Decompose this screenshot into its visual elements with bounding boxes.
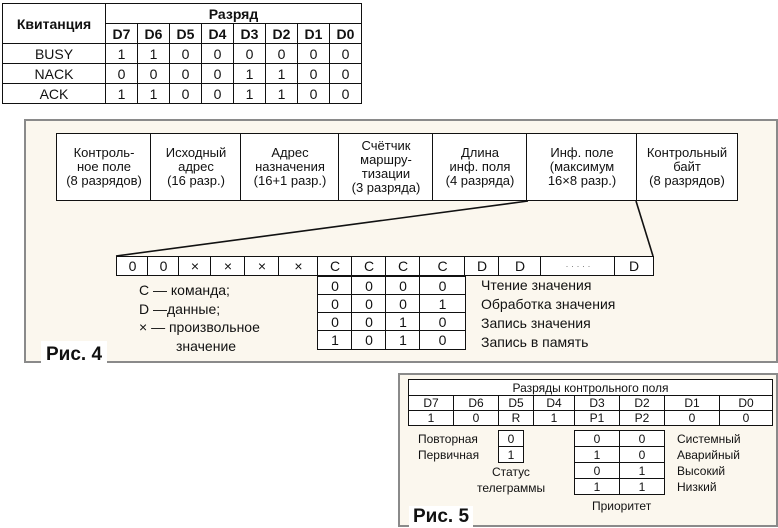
table1-cell: 0: [138, 64, 170, 84]
packet-field-text: Инф. поле: [550, 145, 614, 160]
packet-field-text: (8 разрядов): [66, 173, 142, 188]
packet-field-text: (8 разрядов): [649, 173, 725, 188]
fig5-value: 1: [408, 410, 454, 426]
priority-p2: 1: [619, 462, 665, 479]
table1-cell: 0: [170, 44, 202, 64]
packet-field-text: Контрольный: [646, 145, 728, 160]
table1-cell: 0: [298, 44, 330, 64]
packet-field-text: 16×8 разр.): [547, 173, 617, 188]
bit-cell: C: [419, 256, 466, 276]
bit-cell: C: [317, 256, 353, 276]
table1-cell: 0: [330, 84, 362, 104]
fig5-bit-header: D6: [453, 395, 499, 411]
code-bit: 0: [351, 330, 387, 350]
priority-p2: 0: [619, 430, 665, 447]
legend-arbitrary: × — произвольное: [139, 319, 260, 335]
packet-field-text: ное поле: [76, 159, 132, 174]
packet-field-text: (4 разряда): [445, 173, 515, 188]
table1-row-name: NACK: [3, 64, 106, 84]
table1-cell: 0: [298, 84, 330, 104]
code-label-process: Обработка значения: [481, 296, 616, 312]
status-caption-line1: Статус: [492, 465, 530, 479]
table1-cell: 1: [138, 44, 170, 64]
code-bit: 0: [351, 312, 387, 332]
bit-cell: C: [351, 256, 387, 276]
bit-cell: ×: [210, 256, 246, 276]
table1-cell: 0: [330, 64, 362, 84]
legend-command: С — команда;: [139, 282, 230, 298]
table1-cell: 1: [266, 64, 298, 84]
figure5-caption: Рис. 5: [409, 506, 473, 528]
code-bit: 0: [317, 312, 353, 332]
table1-bit-header: D0: [330, 24, 362, 44]
status-value: 0: [498, 430, 524, 447]
priority-p2: 0: [619, 446, 665, 463]
table1-cell: 0: [330, 44, 362, 64]
packet-field-text: Адрес: [271, 145, 309, 160]
table1-cell: 1: [234, 84, 266, 104]
fig5-bit-header: D5: [498, 395, 534, 411]
bit-cell: 0: [116, 256, 149, 276]
fig5-value: 0: [719, 410, 773, 426]
packet-field-text: (16 разр.): [167, 173, 225, 188]
table1-cell: 0: [170, 84, 202, 104]
code-label-write: Запись значения: [481, 315, 591, 331]
fig5-value: P2: [619, 410, 665, 426]
fig5-bit-header: D0: [719, 395, 773, 411]
fig5-value: 1: [533, 410, 575, 426]
packet-field-text: (16+1 разр.): [253, 173, 327, 188]
table1-bit-header: D4: [202, 24, 234, 44]
priority-label-emergency: Аварийный: [677, 448, 740, 462]
fig5-bit-header: D7: [408, 395, 454, 411]
table1-group-header: Разряд: [106, 4, 362, 24]
code-bit: 0: [351, 276, 387, 296]
table1-cell: 1: [106, 84, 138, 104]
packet-field-text: адрес: [178, 159, 214, 174]
bit-cell: D: [464, 256, 500, 276]
table1-corner-header: Квитанция: [3, 4, 106, 44]
table1-bit-header: D1: [298, 24, 330, 44]
priority-label-system: Системный: [677, 432, 741, 446]
table1-bit-header: D5: [170, 24, 202, 44]
code-bit: 0: [419, 330, 466, 350]
priority-p1: 0: [574, 462, 620, 479]
packet-field-text: назначения: [255, 159, 325, 174]
table1-cell: 0: [202, 84, 234, 104]
fig5-title: Разряды контрольного поля: [408, 379, 773, 396]
packet-field-text: (максимум: [549, 159, 615, 174]
bit-cell: 0: [147, 256, 180, 276]
priority-label-low: Низкий: [677, 480, 717, 494]
table1-cell: 0: [202, 44, 234, 64]
bit-cell: ×: [178, 256, 212, 276]
code-bit: 1: [385, 312, 421, 332]
bit-cell: D: [498, 256, 542, 276]
table1-cell: 0: [266, 44, 298, 64]
packet-field-text: маршру-: [360, 152, 412, 167]
table1-cell: 0: [170, 64, 202, 84]
status-caption-line2: телеграммы: [477, 481, 546, 495]
table1-cell: 1: [138, 84, 170, 104]
table1-cell: 1: [266, 84, 298, 104]
priority-p1: 1: [574, 478, 620, 495]
code-label-read: Чтение значения: [481, 277, 592, 293]
table1-bit-header: D3: [234, 24, 266, 44]
priority-p1: 0: [574, 430, 620, 447]
table1-bit-header: D2: [266, 24, 298, 44]
figure4-caption: Рис. 4: [41, 341, 107, 366]
code-label-write-memory: Запись в память: [481, 334, 589, 350]
table1-cell: 0: [298, 64, 330, 84]
fig5-bit-header: D2: [619, 395, 665, 411]
bit-cell: ×: [244, 256, 280, 276]
code-bit: 0: [419, 276, 466, 296]
table1-cell: 0: [234, 44, 266, 64]
code-bit: 0: [317, 294, 353, 314]
fig5-bit-header: D1: [664, 395, 720, 411]
priority-label-high: Высокий: [677, 464, 726, 478]
fig5-value: P1: [574, 410, 620, 426]
legend-data: D —данные;: [139, 301, 221, 317]
table1-cell: 1: [234, 64, 266, 84]
status-value: 1: [498, 446, 524, 463]
table1-bit-header: D6: [138, 24, 170, 44]
fig5-value: 0: [664, 410, 720, 426]
packet-field-text: байт: [673, 159, 701, 174]
code-bit: 1: [385, 330, 421, 350]
table1-row-name: BUSY: [3, 44, 106, 64]
priority-p2: 1: [619, 478, 665, 495]
packet-field-text: Контроль-: [73, 145, 135, 160]
fig5-value: 0: [453, 410, 499, 426]
packet-field-text: тизации: [361, 166, 411, 181]
priority-caption: Приоритет: [592, 499, 652, 513]
code-bit: 0: [317, 276, 353, 296]
bit-cell-ellipsis: · · · · ·: [540, 256, 616, 276]
code-bit: 0: [351, 294, 387, 314]
table1-row-name: ACK: [3, 84, 106, 104]
packet-field-text: Счётчик: [361, 138, 411, 153]
packet-field-text: инф. поля: [449, 159, 511, 174]
priority-p1: 1: [574, 446, 620, 463]
code-bit: 1: [419, 294, 466, 314]
fig5-value: R: [498, 410, 534, 426]
table1-cell: 0: [202, 64, 234, 84]
bit-cell: ×: [278, 256, 319, 276]
table1-cell: 0: [106, 64, 138, 84]
bit-cell: D: [614, 256, 654, 276]
packet-field-text: Исходный: [165, 145, 227, 160]
table1-bit-header: D7: [106, 24, 138, 44]
legend-arbitrary-cont: значение: [176, 338, 237, 354]
code-bit: 0: [385, 276, 421, 296]
packet-field-text: (3 разряда): [351, 180, 421, 195]
code-bit: 0: [385, 294, 421, 314]
code-bit: 0: [419, 312, 466, 332]
fig5-bit-header: D3: [574, 395, 620, 411]
fig5-bit-header: D4: [533, 395, 575, 411]
bit-cell: C: [385, 256, 421, 276]
status-label-repeat: Повторная: [418, 432, 478, 446]
table1-cell: 1: [106, 44, 138, 64]
packet-field-text: Длина: [460, 145, 500, 160]
status-label-primary: Первичная: [418, 448, 480, 462]
code-bit: 1: [317, 330, 353, 350]
